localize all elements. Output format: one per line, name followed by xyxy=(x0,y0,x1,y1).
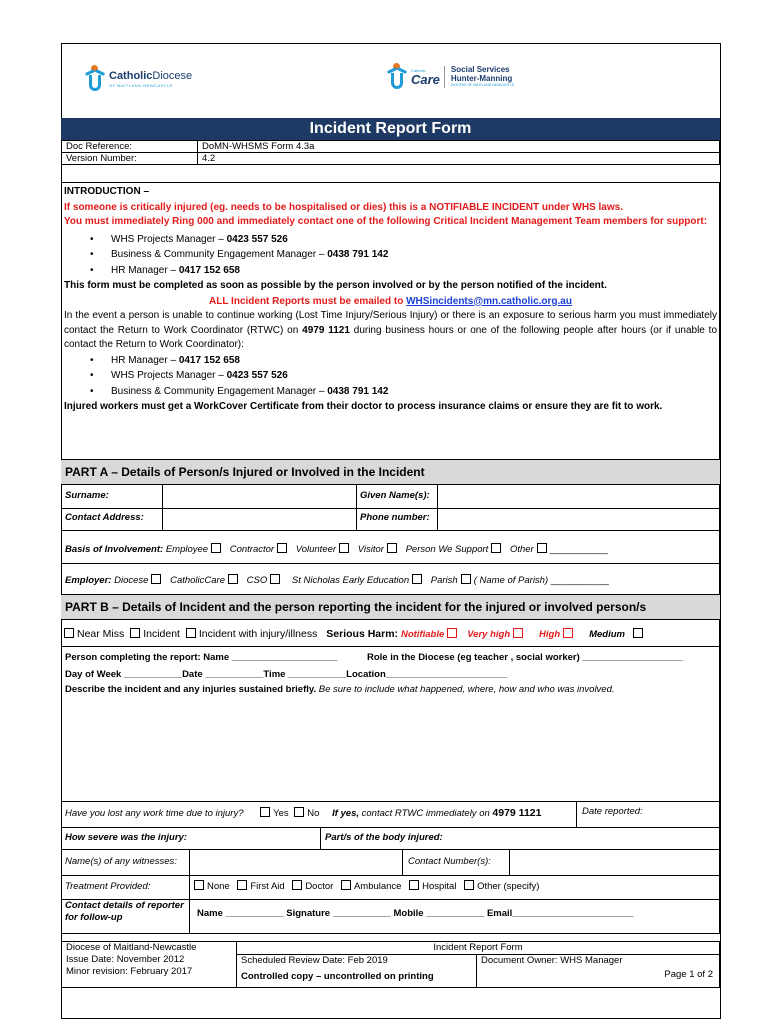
contact-details-label: Contact details of reporter for follow-up xyxy=(65,900,184,923)
incident-injury-checkbox[interactable] xyxy=(186,628,196,638)
part-a-header: PART A – Details of Person/s Injured or Involved in the Incident xyxy=(61,459,720,485)
footer-form-name: Incident Report Form xyxy=(237,942,719,955)
very-high-checkbox[interactable] xyxy=(513,628,523,638)
critical-team-list xyxy=(90,232,717,279)
ring-000-warning: You must immediately Ring 000 and immediately contact one of the following Critical Incident Management Team members for support: xyxy=(64,216,708,227)
intro-heading: INTRODUCTION – xyxy=(64,186,149,197)
email-link[interactable]: WHSincidents@mn.catholic.org.au xyxy=(406,295,572,307)
body-parts-label: Part/s of the body injured: xyxy=(325,832,443,843)
list-item: • WHS Projects Manager – 0423 557 526 xyxy=(90,232,717,248)
footer-controlled-copy: Controlled copy – uncontrolled on printing xyxy=(241,971,434,982)
diocese-checkbox[interactable] xyxy=(151,574,161,584)
incident-checkbox[interactable] xyxy=(130,628,140,638)
list-item: • HR Manager – 0417 152 658 xyxy=(90,263,717,279)
other-specify-checkbox[interactable] xyxy=(464,880,474,890)
medium-checkbox[interactable] xyxy=(633,628,643,638)
employee-checkbox[interactable] xyxy=(211,543,221,553)
ambulance-checkbox[interactable] xyxy=(341,880,351,890)
first-aid-checkbox[interactable] xyxy=(237,880,247,890)
none-checkbox[interactable] xyxy=(194,880,204,890)
witnesses-label: Name(s) of any witnesses: xyxy=(65,856,177,867)
catholic-care-logo: Catholic Care Social Services Hunter-Manning DIOCESE OF MAITLAND-NEWCASTLE xyxy=(387,63,514,91)
doc-reference-label: Doc Reference: xyxy=(62,141,198,153)
introduction xyxy=(64,184,717,415)
role-field[interactable]: Role in the Diocese (eg teacher , social worker) ___________________ xyxy=(367,652,683,663)
footer-review-date: Scheduled Review Date: Feb 2019 xyxy=(241,955,388,966)
lost-time-yes-checkbox[interactable] xyxy=(260,807,270,817)
lost-time-paragraph: In the event a person is unable to continue working (Lost Time Injury/Serious Injury) or there is an exposure to serious harm you must immediately contact the Return to Work Coordinator (RTWC) on 4979 1121 during business hours or one of the following people after hours (or if unable to contact the Return to Work Coordinator): xyxy=(64,310,718,350)
cso-checkbox[interactable] xyxy=(270,574,280,584)
footer-left xyxy=(62,942,237,988)
doctor-checkbox[interactable] xyxy=(292,880,302,890)
person-figure-icon xyxy=(85,65,107,93)
catholic-diocese-logo: CatholicDiocese OF MAITLAND-NEWCASTLE xyxy=(85,65,192,93)
footer-org: Diocese of Maitland-Newcastle xyxy=(66,942,197,953)
given-names-label: Given Name(s): xyxy=(360,490,430,501)
basis-of-involvement: Basis of Involvement: Employee Contractor Volunteer Visitor Person We Support Other ___________ xyxy=(65,544,608,555)
near-miss-checkbox[interactable] xyxy=(64,628,74,638)
treatment-label: Treatment Provided: xyxy=(65,881,151,892)
describe-incident-field[interactable]: Describe the incident and any injuries sustained briefly. Be sure to include what happened, where, how and who was involved. xyxy=(65,684,615,695)
surname-label: Surname: xyxy=(65,490,109,501)
incident-type-row: Near Miss Incident Incident with injury/illness Serious Harm: Notifiable Very high High Medium xyxy=(64,628,646,640)
list-item: • Business & Community Engagement Manager – 0438 791 142 xyxy=(90,384,717,400)
lost-time-row: Have you lost any work time due to injury? Yes No If yes, contact RTWC immediately on 4979 1121 xyxy=(65,807,542,819)
after-hours-list xyxy=(90,353,717,400)
parish-checkbox[interactable] xyxy=(461,574,471,584)
notifiable-checkbox[interactable] xyxy=(447,628,457,638)
catholiccare-checkbox[interactable] xyxy=(228,574,238,584)
lost-time-no-checkbox[interactable] xyxy=(294,807,304,817)
employer-row: Employer: Diocese CatholicCare CSO St Nicholas Early Education Parish ( Name of Parish) ___________ xyxy=(65,575,609,586)
footer-table xyxy=(61,941,720,988)
treatment-options: None First Aid Doctor Ambulance Hospital Other (specify) xyxy=(194,880,539,892)
workcover-note: Injured workers must get a WorkCover Certificate from their doctor to process insurance claims or ensure they are fit to work. xyxy=(64,401,663,412)
doc-reference-table xyxy=(61,140,720,165)
part-b-header: PART B – Details of Incident and the person reporting the incident for the injured or involved person/s xyxy=(61,594,720,620)
version-value: 4.2 xyxy=(198,153,720,165)
contractor-checkbox[interactable] xyxy=(277,543,287,553)
person-completing-field[interactable]: Person completing the report: Name ____________________ xyxy=(65,652,338,663)
day-date-time-location-field[interactable]: Day of Week ___________Date ___________Time ___________Location_______________________ xyxy=(65,669,508,680)
volunteer-checkbox[interactable] xyxy=(339,543,349,553)
footer-minor-revision: Minor revision: February 2017 xyxy=(66,966,193,977)
footer-right xyxy=(237,942,720,988)
st-nicholas-checkbox[interactable] xyxy=(412,574,422,584)
form-title: Incident Report Form xyxy=(61,118,720,140)
high-checkbox[interactable] xyxy=(563,628,573,638)
completion-note: This form must be completed as soon as possible by the person involved or by the person notified of the incident. xyxy=(64,280,607,291)
date-reported-label: Date reported: xyxy=(582,806,643,817)
version-label: Version Number: xyxy=(62,153,198,165)
critical-warning: If someone is critically injured (eg. needs to be hospitalised or dies) this is a NOTIFIABLE INCIDENT under WHS laws. xyxy=(64,201,623,213)
reporter-contact-fields[interactable]: Name ___________ Signature ___________ Mobile ___________ Email_______________________ xyxy=(197,908,634,919)
contact-address-label: Contact Address: xyxy=(65,512,144,523)
list-item: • Business & Community Engagement Manager – 0438 791 142 xyxy=(90,247,717,263)
footer-page-number: Page 1 of 2 xyxy=(664,969,713,980)
email-note: ALL Incident Reports must be emailed to WHSincidents@mn.catholic.org.au xyxy=(209,295,572,307)
visitor-checkbox[interactable] xyxy=(387,543,397,553)
hospital-checkbox[interactable] xyxy=(409,880,419,890)
how-severe-label: How severe was the injury: xyxy=(65,832,187,843)
person-we-support-checkbox[interactable] xyxy=(491,543,501,553)
list-item: • HR Manager – 0417 152 658 xyxy=(90,353,717,369)
list-item: • WHS Projects Manager – 0423 557 526 xyxy=(90,368,717,384)
phone-number-label: Phone number: xyxy=(360,512,430,523)
footer-issue-date: Issue Date: November 2012 xyxy=(66,954,185,965)
footer-document-owner: Document Owner: WHS Manager xyxy=(481,955,623,966)
doc-reference-value: DoMN-WHSMS Form 4.3a xyxy=(198,141,720,153)
contact-numbers-label: Contact Number(s): xyxy=(408,856,491,867)
person-figure-icon xyxy=(387,63,409,91)
other-checkbox[interactable] xyxy=(537,543,547,553)
